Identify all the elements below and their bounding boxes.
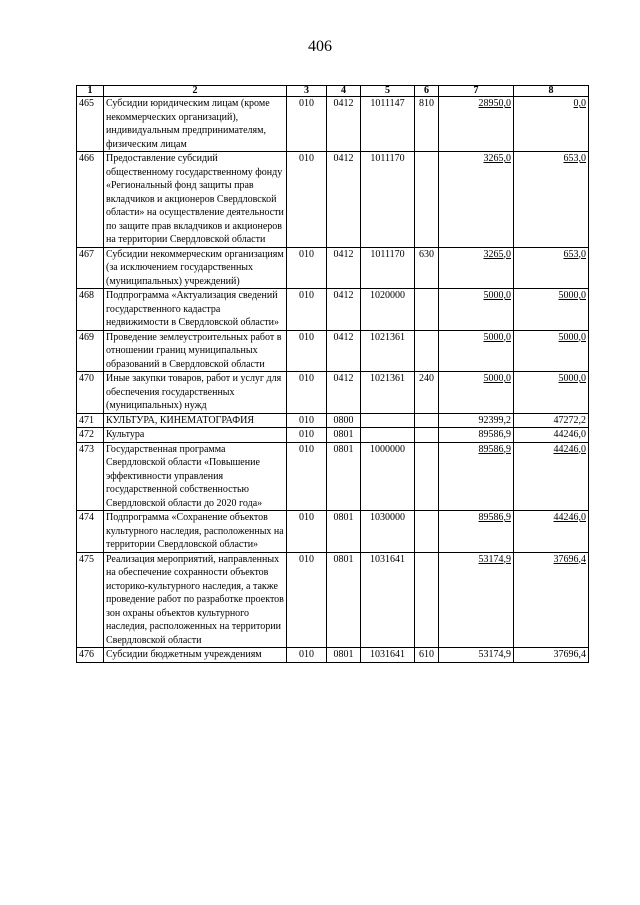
row-amount-2: 5000,0 bbox=[514, 289, 589, 331]
row-ministry-code: 010 bbox=[287, 289, 327, 331]
row-expense-type bbox=[415, 428, 439, 443]
row-target-code: 1000000 bbox=[361, 442, 415, 511]
row-number: 466 bbox=[77, 152, 104, 248]
row-target-code: 1011170 bbox=[361, 152, 415, 248]
table-row bbox=[77, 152, 589, 248]
row-section-code: 0412 bbox=[327, 289, 361, 331]
row-expense-type bbox=[415, 413, 439, 428]
row-number: 471 bbox=[77, 413, 104, 428]
row-ministry-code: 010 bbox=[287, 648, 327, 663]
row-name: Предоставление субсидий общественному государственному фонду «Региональный фонд защиты прав вкладчиков и акционеров Свердловской области» на осуществление деятельности по защите прав вкладчиков и акционеров на территории Свердловской области bbox=[104, 152, 287, 248]
row-number: 474 bbox=[77, 511, 104, 553]
header-col-6: 6 bbox=[415, 86, 439, 97]
row-expense-type: 810 bbox=[415, 97, 439, 152]
row-name: Государственная программа Свердловской области «Повышение эффективности управления государственной собственностью Свердловской области до 2020 года» bbox=[104, 442, 287, 511]
row-ministry-code: 010 bbox=[287, 552, 327, 648]
row-amount-2: 5000,0 bbox=[514, 372, 589, 414]
row-amount-1: 89586,9 bbox=[439, 511, 514, 553]
row-amount-2: 37696,4 bbox=[514, 552, 589, 648]
row-number: 468 bbox=[77, 289, 104, 331]
table-row bbox=[77, 247, 589, 289]
row-amount-2: 37696,4 bbox=[514, 648, 589, 663]
row-amount-2: 5000,0 bbox=[514, 330, 589, 372]
header-row bbox=[77, 86, 589, 97]
row-amount-1: 92399,2 bbox=[439, 413, 514, 428]
row-amount-1: 3265,0 bbox=[439, 247, 514, 289]
row-name: Культура bbox=[104, 428, 287, 443]
row-target-code bbox=[361, 428, 415, 443]
row-amount-2: 0,0 bbox=[514, 97, 589, 152]
row-expense-type bbox=[415, 552, 439, 648]
row-amount-2: 44246,0 bbox=[514, 511, 589, 553]
row-section-code: 0800 bbox=[327, 413, 361, 428]
row-name: Субсидии юридическим лицам (кроме некоммерческих организаций), индивидуальным предпринимателям, физическим лицам bbox=[104, 97, 287, 152]
row-target-code: 1011170 bbox=[361, 247, 415, 289]
row-expense-type bbox=[415, 442, 439, 511]
row-expense-type bbox=[415, 152, 439, 248]
row-target-code: 1031641 bbox=[361, 648, 415, 663]
row-section-code: 0412 bbox=[327, 97, 361, 152]
row-number: 476 bbox=[77, 648, 104, 663]
row-amount-1: 89586,9 bbox=[439, 428, 514, 443]
row-amount-1: 5000,0 bbox=[439, 330, 514, 372]
table-row bbox=[77, 289, 589, 331]
table-row bbox=[77, 372, 589, 414]
row-number: 473 bbox=[77, 442, 104, 511]
row-expense-type bbox=[415, 289, 439, 331]
row-ministry-code: 010 bbox=[287, 247, 327, 289]
row-section-code: 0412 bbox=[327, 247, 361, 289]
row-target-code: 1020000 bbox=[361, 289, 415, 331]
page-number: 406 bbox=[308, 38, 332, 55]
table-body bbox=[77, 97, 589, 663]
row-amount-1: 5000,0 bbox=[439, 289, 514, 331]
row-amount-2: 47272,2 bbox=[514, 413, 589, 428]
row-name: Реализация мероприятий, направленных на обеспечение сохранности объектов историко-культурного наследия, а также проведение работ по разработке проектов зон охраны объектов культурного наследия, расположенных на территории Свердловской области bbox=[104, 552, 287, 648]
header-col-3: 3 bbox=[287, 86, 327, 97]
budget-table bbox=[76, 85, 589, 663]
table-row bbox=[77, 413, 589, 428]
row-ministry-code: 010 bbox=[287, 152, 327, 248]
row-ministry-code: 010 bbox=[287, 330, 327, 372]
row-amount-1: 89586,9 bbox=[439, 442, 514, 511]
row-amount-1: 53174,9 bbox=[439, 552, 514, 648]
row-name: Подпрограмма «Сохранение объектов культурного наследия, расположенных на территории Свердловской области» bbox=[104, 511, 287, 553]
table-row bbox=[77, 428, 589, 443]
row-ministry-code: 010 bbox=[287, 511, 327, 553]
table-row bbox=[77, 511, 589, 553]
row-expense-type bbox=[415, 511, 439, 553]
row-amount-2: 44246,0 bbox=[514, 442, 589, 511]
row-section-code: 0801 bbox=[327, 442, 361, 511]
row-amount-2: 653,0 bbox=[514, 152, 589, 248]
row-target-code bbox=[361, 413, 415, 428]
row-target-code: 1030000 bbox=[361, 511, 415, 553]
row-name: Подпрограмма «Актуализация сведений государственного кадастра недвижимости в Свердловской области» bbox=[104, 289, 287, 331]
row-number: 469 bbox=[77, 330, 104, 372]
row-expense-type bbox=[415, 330, 439, 372]
table-row bbox=[77, 552, 589, 648]
row-name: Иные закупки товаров, работ и услуг для обеспечения государственных (муниципальных) нужд bbox=[104, 372, 287, 414]
header-col-7: 7 bbox=[439, 86, 514, 97]
row-expense-type: 240 bbox=[415, 372, 439, 414]
row-section-code: 0801 bbox=[327, 428, 361, 443]
row-amount-1: 3265,0 bbox=[439, 152, 514, 248]
header-col-5: 5 bbox=[361, 86, 415, 97]
row-target-code: 1021361 bbox=[361, 330, 415, 372]
row-target-code: 1031641 bbox=[361, 552, 415, 648]
row-section-code: 0801 bbox=[327, 552, 361, 648]
row-ministry-code: 010 bbox=[287, 442, 327, 511]
row-ministry-code: 010 bbox=[287, 372, 327, 414]
row-section-code: 0801 bbox=[327, 648, 361, 663]
row-ministry-code: 010 bbox=[287, 428, 327, 443]
row-name: Проведение землеустроительных работ в отношении границ муниципальных образований в Свердловской области bbox=[104, 330, 287, 372]
header-col-1: 1 bbox=[77, 86, 104, 97]
row-target-code: 1021361 bbox=[361, 372, 415, 414]
row-section-code: 0412 bbox=[327, 330, 361, 372]
row-expense-type: 610 bbox=[415, 648, 439, 663]
row-expense-type: 630 bbox=[415, 247, 439, 289]
header-col-8: 8 bbox=[514, 86, 589, 97]
table-row bbox=[77, 442, 589, 511]
row-number: 465 bbox=[77, 97, 104, 152]
row-amount-1: 28950,0 bbox=[439, 97, 514, 152]
row-amount-1: 5000,0 bbox=[439, 372, 514, 414]
row-number: 467 bbox=[77, 247, 104, 289]
row-section-code: 0412 bbox=[327, 152, 361, 248]
row-amount-2: 44246,0 bbox=[514, 428, 589, 443]
header-col-4: 4 bbox=[327, 86, 361, 97]
row-number: 470 bbox=[77, 372, 104, 414]
table-row bbox=[77, 97, 589, 152]
table-row bbox=[77, 330, 589, 372]
row-target-code: 1011147 bbox=[361, 97, 415, 152]
table-row bbox=[77, 648, 589, 663]
row-amount-1: 53174,9 bbox=[439, 648, 514, 663]
row-name: Субсидии бюджетным учреждениям bbox=[104, 648, 287, 663]
row-section-code: 0412 bbox=[327, 372, 361, 414]
row-section-code: 0801 bbox=[327, 511, 361, 553]
row-name: КУЛЬТУРА, КИНЕМАТОГРАФИЯ bbox=[104, 413, 287, 428]
row-number: 472 bbox=[77, 428, 104, 443]
row-amount-2: 653,0 bbox=[514, 247, 589, 289]
row-ministry-code: 010 bbox=[287, 97, 327, 152]
row-name: Субсидии некоммерческим организациям (за исключением государственных (муниципальных) учреждений) bbox=[104, 247, 287, 289]
row-ministry-code: 010 bbox=[287, 413, 327, 428]
header-col-2: 2 bbox=[104, 86, 287, 97]
row-number: 475 bbox=[77, 552, 104, 648]
